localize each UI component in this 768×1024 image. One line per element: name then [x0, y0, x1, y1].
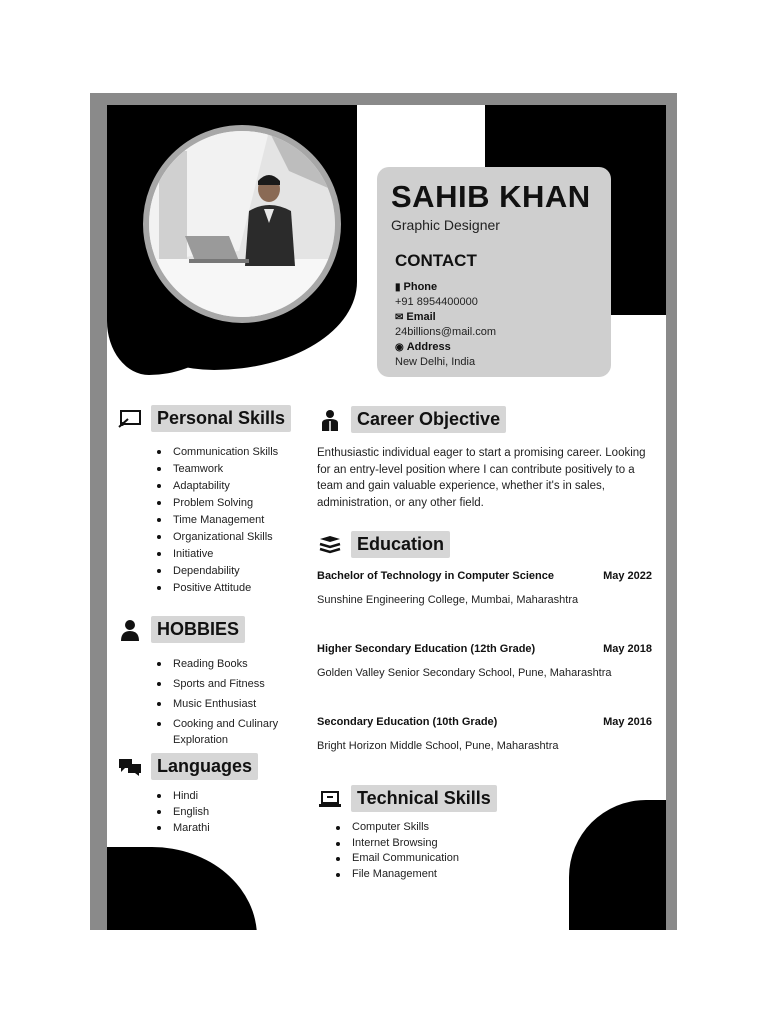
profile-photo-illustration	[149, 131, 335, 317]
list-item: Internet Browsing	[334, 836, 534, 852]
career-objective-header	[317, 406, 506, 433]
career-objective-text: Enthusiastic individual eager to start a promising career. Looking for an entry-level position where I can contribute positively to a team and gain valuable experience, whether it's in sales, administration, or any other field.	[317, 447, 646, 509]
list-item: Sports and Fitness	[155, 676, 295, 692]
phone-value: +91 8954400000	[395, 296, 478, 308]
education-date: May 2016	[603, 716, 652, 728]
list-item: Teamwork	[155, 461, 325, 478]
education-degree: Secondary Education (10th Grade)	[317, 716, 498, 728]
list-item: Marathi	[155, 820, 295, 836]
candidate-role: Graphic Designer	[391, 217, 500, 233]
list-item: Time Management	[155, 512, 325, 529]
list-item: Hindi	[155, 788, 295, 804]
phone-label: Phone	[403, 281, 438, 293]
list-item: Computer Skills	[334, 820, 534, 836]
contact-heading: CONTACT	[395, 251, 477, 270]
decor-blob-bottom-left	[107, 847, 257, 930]
list-item: Email Communication	[334, 851, 534, 867]
list-item: Dependability	[155, 563, 325, 580]
languages-title: Languages	[151, 753, 258, 780]
list-item: Music Enthusiast	[155, 696, 295, 712]
career-objective-title: Career Objective	[351, 406, 506, 433]
languages-header	[117, 753, 258, 780]
technical-skills-title: Technical Skills	[351, 785, 497, 812]
address-value: New Delhi, India	[395, 356, 476, 368]
contact-card	[377, 167, 611, 377]
books-icon	[317, 534, 343, 556]
user-group-icon	[317, 409, 343, 431]
personal-skills-header	[117, 405, 291, 432]
list-item: Initiative	[155, 546, 325, 563]
education-degree: Bachelor of Technology in Computer Science	[317, 570, 554, 582]
list-item: Problem Solving	[155, 495, 325, 512]
list-item: Positive Attitude	[155, 580, 325, 597]
envelope-icon: ✉	[395, 312, 404, 323]
education-date: May 2022	[603, 570, 652, 582]
resume-sheet	[107, 105, 666, 930]
candidate-name: SAHIB KHAN	[391, 179, 591, 214]
email-value: 24billions@mail.com	[395, 326, 497, 338]
education-title: Education	[351, 531, 450, 558]
phone-icon: ▮	[395, 282, 401, 293]
list-item: Adaptability	[155, 478, 325, 495]
education-school: Sunshine Engineering College, Mumbai, Maharashtra	[317, 594, 579, 606]
email-label-row	[395, 311, 436, 323]
email-label: Email	[406, 311, 436, 323]
chat-bubbles-icon	[117, 756, 143, 778]
technical-skills-list	[334, 820, 534, 882]
list-item: Communication Skills	[155, 444, 325, 461]
education-school: Golden Valley Senior Secondary School, Pune, Maharashtra	[317, 667, 612, 679]
globe-icon: ◉	[395, 342, 404, 353]
list-item: Cooking and Culinary Exploration	[155, 716, 295, 748]
list-item: English	[155, 804, 295, 820]
decor-blob-bottom-right	[569, 800, 666, 930]
education-date: May 2018	[603, 643, 652, 655]
hobbies-header	[117, 616, 245, 643]
hobbies-list	[155, 656, 295, 752]
hobbies-title: HOBBIES	[151, 616, 245, 643]
list-item: File Management	[334, 867, 534, 883]
address-label-row	[395, 341, 451, 353]
languages-list	[155, 788, 295, 836]
education-school: Bright Horizon Middle School, Pune, Maharashtra	[317, 740, 559, 752]
presentation-icon	[117, 408, 143, 430]
technical-skills-header	[317, 785, 497, 812]
phone-label-row	[395, 281, 437, 293]
education-degree: Higher Secondary Education (12th Grade)	[317, 643, 536, 655]
list-item: Organizational Skills	[155, 529, 325, 546]
personal-skills-list	[155, 444, 325, 597]
profile-photo	[143, 125, 341, 323]
list-item: Reading Books	[155, 656, 295, 672]
person-icon	[117, 619, 143, 641]
personal-skills-title: Personal Skills	[151, 405, 291, 432]
laptop-icon	[317, 788, 343, 810]
education-header	[317, 531, 450, 558]
address-label: Address	[406, 341, 451, 353]
